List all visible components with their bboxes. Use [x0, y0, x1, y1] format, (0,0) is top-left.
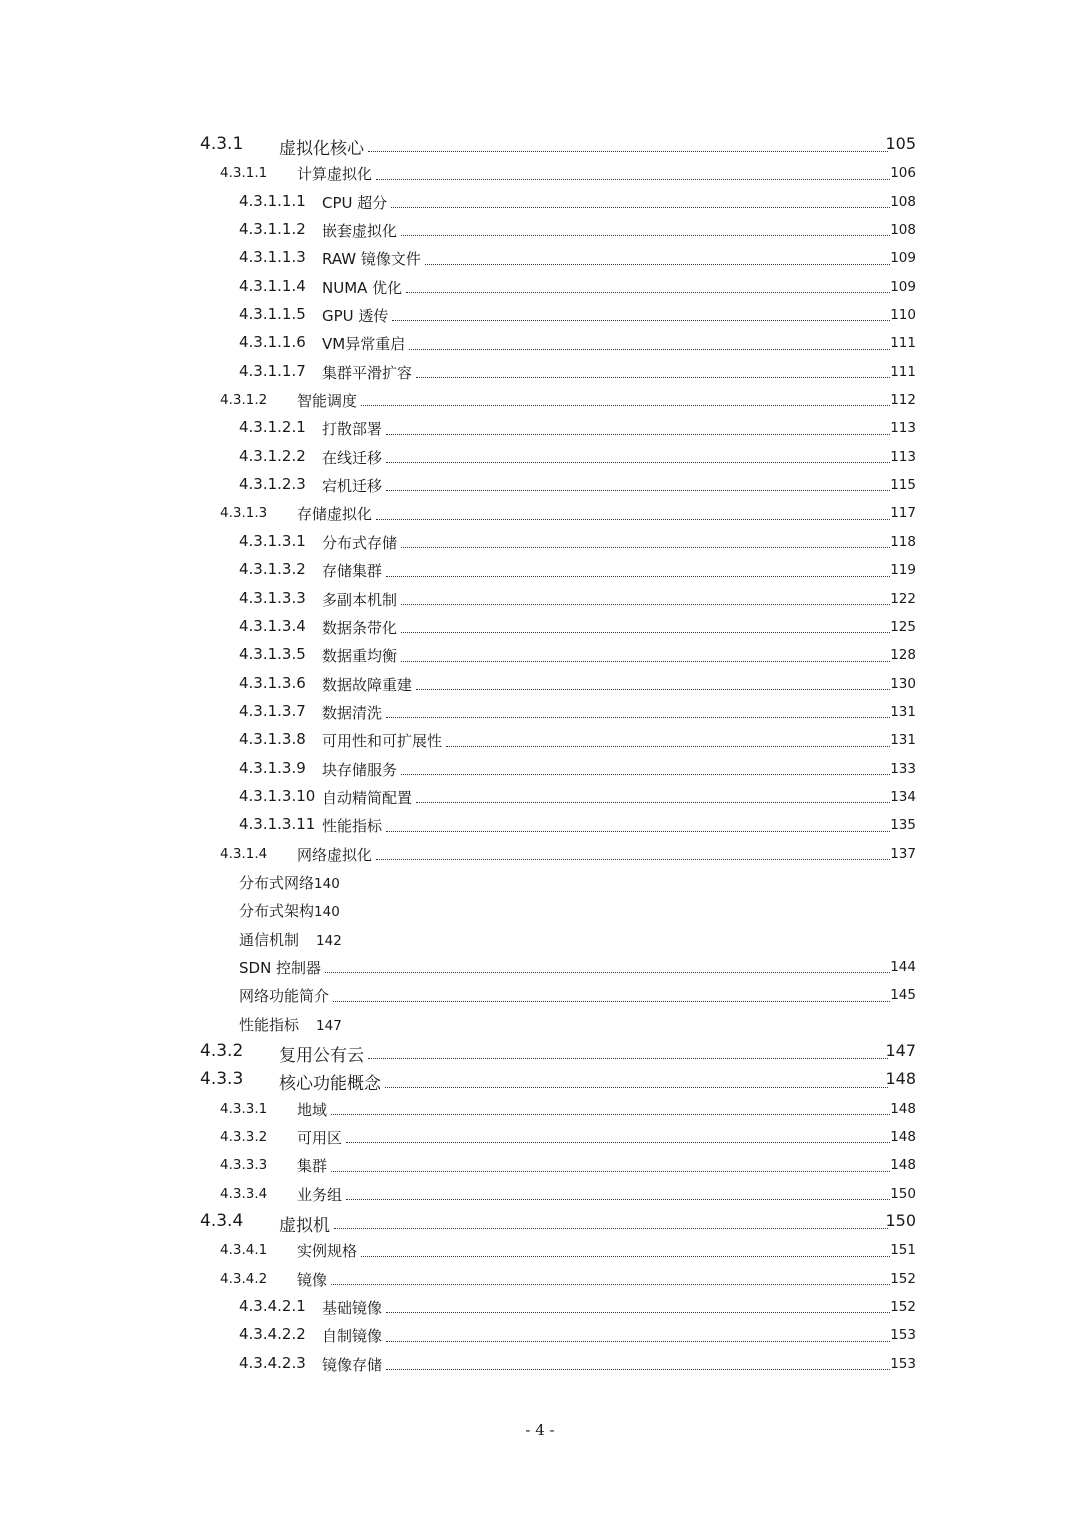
toc-entry-title: 核心功能概念: [279, 1074, 381, 1095]
toc-entry-page: 137: [890, 845, 916, 862]
toc-entry-title: SDN 控制器: [239, 958, 322, 977]
toc-dot-leader: [361, 1256, 890, 1257]
toc-entry-title-text: 性能指标: [239, 1015, 300, 1034]
toc-entry-number: 4.3.1.3.3: [239, 588, 306, 607]
toc-entry-title: NUMA 优化: [322, 278, 403, 297]
toc-entry-number: 4.3.4: [200, 1211, 244, 1232]
toc-entry[interactable]: [0, 556, 1080, 584]
toc-entry-page: 119: [890, 562, 916, 579]
toc-entry[interactable]: [0, 1010, 1080, 1038]
toc-entry[interactable]: [0, 641, 1080, 669]
toc-entry[interactable]: [0, 783, 1080, 811]
toc-entry-page: 131: [890, 703, 916, 720]
toc-entry-page: 151: [890, 1242, 916, 1259]
toc-entry-page: 140: [314, 904, 340, 921]
toc-entry-title: 可用区: [297, 1129, 343, 1148]
toc-entry-number: 4.3.1.3.9: [239, 758, 306, 777]
toc-entry-number: 4.3.3.1: [220, 1100, 268, 1117]
toc-dot-leader: [386, 490, 890, 491]
page-number: - 4 -: [525, 1421, 555, 1439]
toc-entry-title: 虚拟机: [279, 1216, 330, 1237]
toc-entry-page: 111: [890, 335, 916, 352]
toc-dot-leader: [386, 434, 890, 435]
toc-entry[interactable]: [0, 1066, 1080, 1094]
toc-entry-page: 106: [890, 165, 916, 182]
toc-entry-number: 4.3.1.1.5: [239, 305, 306, 324]
toc-entry[interactable]: [0, 1293, 1080, 1321]
toc-entry-number: 4.3.1.1.6: [239, 333, 306, 352]
toc-entry[interactable]: [0, 188, 1080, 216]
toc-dot-leader: [386, 1369, 890, 1370]
toc-entry-page: 153: [890, 1355, 916, 1372]
toc-entry-page: 118: [890, 533, 916, 550]
toc-entry-title: GPU 透传: [322, 307, 389, 326]
toc-entry-number: 4.3.3.3: [220, 1157, 268, 1174]
toc-entry-page: 148: [890, 1157, 916, 1174]
toc-dot-leader: [401, 547, 890, 548]
toc-entry-title: 数据重均衡: [322, 647, 398, 666]
toc-entry[interactable]: [0, 358, 1080, 386]
toc-entry-title: 业务组: [297, 1185, 343, 1204]
toc-entry-page: 108: [890, 193, 916, 210]
toc-dot-leader: [401, 774, 890, 775]
toc-entry-title: 数据条带化: [322, 618, 398, 637]
toc-entry-number: 4.3.2: [200, 1041, 244, 1061]
toc-entry-number: 4.3.1.3.4: [239, 616, 306, 635]
toc-entry[interactable]: [0, 1236, 1080, 1264]
toc-dot-leader: [401, 604, 890, 605]
toc-entry-page: 145: [890, 987, 916, 1004]
toc-entry-number: 4.3.4.1: [220, 1242, 268, 1259]
toc-entry-number: 4.3.1.3.11: [239, 815, 316, 834]
toc-entry-title-text: 通信机制: [239, 930, 300, 949]
toc-entry-page: 150: [890, 1185, 916, 1202]
toc-entry-page: 108: [890, 222, 916, 239]
toc-dot-leader: [416, 802, 890, 803]
toc-entry[interactable]: [0, 1208, 1080, 1236]
toc-entry-number: 4.3.1.1.7: [239, 361, 306, 380]
toc-dot-leader: [376, 859, 890, 860]
toc-dot-leader: [346, 1199, 890, 1200]
toc-entry[interactable]: [0, 1123, 1080, 1151]
toc-entry[interactable]: [0, 414, 1080, 442]
toc-entry[interactable]: [0, 273, 1080, 301]
toc-entry-number: 4.3.1.3.10: [239, 786, 316, 805]
toc-entry-number: 4.3.1.1.3: [239, 248, 306, 267]
toc-entry-title: 打散部署: [322, 420, 383, 439]
toc-entry-title: 智能调度: [297, 392, 358, 411]
toc-dot-leader: [401, 235, 890, 236]
toc-entry-page: 110: [890, 307, 916, 324]
toc-entry-page: 140: [314, 875, 340, 892]
toc-entry-title: 在线迁移: [322, 448, 383, 467]
toc-entry[interactable]: [0, 585, 1080, 613]
toc-dot-leader: [386, 1312, 890, 1313]
toc-entry-page: 117: [890, 505, 916, 522]
toc-dot-leader: [334, 1228, 888, 1229]
toc-entry[interactable]: [0, 329, 1080, 357]
toc-entry[interactable]: [0, 726, 1080, 754]
toc-entry-number: 4.3.1.3.5: [239, 645, 306, 664]
toc-dot-leader: [386, 1341, 890, 1342]
toc-entry[interactable]: [0, 443, 1080, 471]
toc-entry[interactable]: [0, 159, 1080, 187]
toc-entry[interactable]: [0, 981, 1080, 1009]
toc-entry[interactable]: [0, 953, 1080, 981]
toc-entry-number: 4.3.1.3: [220, 505, 268, 522]
toc-entry[interactable]: [0, 386, 1080, 414]
toc-entry-page: 144: [890, 958, 916, 975]
toc-dot-leader: [416, 377, 890, 378]
toc-entry-number: 4.3.1.1.1: [239, 191, 306, 210]
toc-entry-page: 130: [890, 675, 916, 692]
toc-entry-title: 复用公有云: [279, 1046, 364, 1066]
toc-entry-page: 112: [890, 392, 916, 409]
toc-entry-title-text: 分布式网络: [239, 873, 315, 892]
toc-entry-page: 109: [890, 278, 916, 295]
toc-entry[interactable]: [0, 1321, 1080, 1349]
toc-entry-title: CPU 超分: [322, 193, 388, 212]
toc-entry-page: 125: [890, 618, 916, 635]
toc-entry-page: 148: [885, 1069, 916, 1089]
toc-entry[interactable]: [0, 1151, 1080, 1179]
toc-entry-title: 实例规格: [297, 1242, 358, 1261]
toc-entry-title: 虚拟化核心: [279, 139, 364, 159]
toc-entry-title: 数据清洗: [322, 703, 383, 722]
toc-entry-number: 4.3.3.2: [220, 1129, 268, 1146]
toc-dot-leader: [325, 972, 890, 973]
toc-entry-page: 150: [885, 1211, 916, 1231]
toc-entry-title: [239, 900, 340, 921]
toc-dot-leader: [331, 1284, 890, 1285]
toc-entry-title: 宕机迁移: [322, 477, 383, 496]
toc-dot-leader: [409, 349, 890, 350]
toc-entry-title: 块存储服务: [322, 760, 398, 779]
toc-entry-page: 131: [890, 732, 916, 749]
toc-entry-page: 122: [890, 590, 916, 607]
toc-entry-page: 113: [890, 420, 916, 437]
toc-entry-number: 4.3.1.3.2: [239, 560, 306, 579]
toc-entry-number: 4.3.4.2: [220, 1270, 268, 1287]
toc-entry-title: 计算虚拟化: [297, 165, 373, 184]
toc-entry-title: 自制镜像: [322, 1327, 383, 1346]
toc-dot-leader: [386, 576, 890, 577]
toc-entry[interactable]: [0, 1265, 1080, 1293]
toc-dot-leader: [416, 689, 890, 690]
toc-entry-title: VM异常重启: [322, 335, 406, 354]
toc-entry-number: 4.3.1.2.1: [239, 418, 306, 437]
toc-entry-page: 135: [890, 817, 916, 834]
toc-entry-title: 集群平滑扩容: [322, 363, 413, 382]
toc-entry-page: 109: [890, 250, 916, 267]
toc-entry-number: 4.3.3: [200, 1069, 244, 1090]
toc-entry-number: 4.3.1.2.3: [239, 475, 306, 494]
toc-entry-title: 镜像: [297, 1270, 328, 1289]
toc-entry[interactable]: [0, 1095, 1080, 1123]
toc-entry-title: 基础镜像: [322, 1299, 383, 1318]
toc-dot-leader: [446, 746, 890, 747]
toc-entry-number: 4.3.3.4: [220, 1185, 268, 1202]
toc-entry-title: 地域: [297, 1100, 328, 1119]
toc-dot-leader: [346, 1142, 890, 1143]
toc-entry-page: 147: [316, 1017, 342, 1034]
toc-entry[interactable]: [0, 613, 1080, 641]
toc-entry-title: 存储集群: [322, 562, 383, 581]
toc-entry-number: 4.3.4.2.1: [239, 1297, 306, 1316]
toc-entry-number: 4.3.4.2.2: [239, 1325, 306, 1344]
toc-entry-title: 性能指标: [322, 817, 383, 836]
toc-entry-title: [239, 1014, 342, 1035]
toc-entry-number: 4.3.1.3.1: [239, 531, 306, 550]
toc-entry[interactable]: [0, 528, 1080, 556]
toc-entry[interactable]: [0, 670, 1080, 698]
toc-dot-leader: [386, 717, 890, 718]
toc-entry-page: 133: [890, 760, 916, 777]
toc-entry-title: 数据故障重建: [322, 675, 413, 694]
toc-entry-number: 4.3.1.2.2: [239, 446, 306, 465]
toc-dot-leader: [392, 320, 890, 321]
toc-dot-leader: [333, 1001, 890, 1002]
toc-dot-leader: [386, 831, 890, 832]
toc-entry-title: RAW 镜像文件: [322, 250, 421, 269]
toc-entry-page: 152: [890, 1270, 916, 1287]
toc-entry-page: 113: [890, 448, 916, 465]
table-of-contents: [0, 131, 1080, 1378]
toc-entry[interactable]: [0, 1350, 1080, 1378]
toc-dot-leader: [401, 632, 890, 633]
toc-entry-title-text: 分布式架构: [239, 902, 315, 921]
toc-dot-leader: [425, 264, 890, 265]
toc-dot-leader: [361, 405, 890, 406]
toc-entry-number: 4.3.1.1: [220, 165, 268, 182]
toc-dot-leader: [406, 292, 890, 293]
toc-entry[interactable]: [0, 755, 1080, 783]
toc-entry-page: 142: [316, 932, 342, 949]
toc-entry-title: 网络功能简介: [239, 987, 330, 1006]
toc-entry-number: 4.3.4.2.3: [239, 1353, 306, 1372]
toc-entry-number: 4.3.1.3.6: [239, 673, 306, 692]
toc-dot-leader: [385, 1087, 888, 1088]
toc-dot-leader: [368, 151, 888, 152]
toc-entry[interactable]: [0, 896, 1080, 924]
toc-entry-number: 4.3.1.4: [220, 845, 268, 862]
toc-entry[interactable]: [0, 244, 1080, 272]
toc-entry-page: 111: [890, 363, 916, 380]
toc-entry[interactable]: [0, 1180, 1080, 1208]
toc-entry-page: 115: [890, 477, 916, 494]
toc-dot-leader: [331, 1114, 890, 1115]
toc-dot-leader: [368, 1058, 888, 1059]
toc-entry[interactable]: [0, 698, 1080, 726]
toc-entry[interactable]: [0, 301, 1080, 329]
toc-dot-leader: [376, 179, 890, 180]
toc-dot-leader: [401, 661, 890, 662]
toc-entry[interactable]: [0, 499, 1080, 527]
toc-dot-leader: [376, 519, 890, 520]
toc-entry[interactable]: [0, 1038, 1080, 1066]
toc-entry-page: 128: [890, 647, 916, 664]
toc-entry-title: 可用性和可扩展性: [322, 732, 443, 751]
toc-entry-title: 分布式存储: [322, 533, 398, 552]
toc-entry[interactable]: [0, 868, 1080, 896]
toc-entry-title: 存储虚拟化: [297, 505, 373, 524]
toc-entry-page: 105: [885, 134, 916, 153]
toc-entry-page: 147: [885, 1041, 916, 1060]
toc-entry-page: 152: [890, 1299, 916, 1316]
toc-entry-title: 镜像存储: [322, 1355, 383, 1374]
toc-entry-number: 4.3.1.3.8: [239, 730, 306, 749]
toc-entry-title: [239, 929, 342, 950]
toc-entry-title: 多副本机制: [322, 590, 398, 609]
toc-entry[interactable]: [0, 471, 1080, 499]
toc-entry-title: 嵌套虚拟化: [322, 222, 398, 241]
toc-entry-page: 148: [890, 1100, 916, 1117]
toc-entry-title: 网络虚拟化: [297, 845, 373, 864]
toc-entry-page: 153: [890, 1327, 916, 1344]
toc-entry-number: 4.3.1.2: [220, 392, 268, 409]
toc-entry[interactable]: [0, 811, 1080, 839]
toc-entry[interactable]: [0, 131, 1080, 159]
toc-entry[interactable]: [0, 925, 1080, 953]
toc-entry-page: 148: [890, 1129, 916, 1146]
toc-dot-leader: [391, 207, 890, 208]
toc-entry-number: 4.3.1.3.7: [239, 701, 306, 720]
toc-entry[interactable]: [0, 840, 1080, 868]
toc-entry-title: [239, 872, 340, 893]
toc-dot-leader: [331, 1171, 890, 1172]
toc-entry[interactable]: [0, 216, 1080, 244]
toc-dot-leader: [386, 462, 890, 463]
toc-entry-title: 集群: [297, 1157, 328, 1176]
toc-entry-number: 4.3.1: [200, 134, 244, 154]
toc-entry-title: 自动精简配置: [322, 788, 413, 807]
toc-entry-number: 4.3.1.1.4: [239, 276, 306, 295]
toc-entry-number: 4.3.1.1.2: [239, 220, 306, 239]
toc-entry-page: 134: [890, 788, 916, 805]
